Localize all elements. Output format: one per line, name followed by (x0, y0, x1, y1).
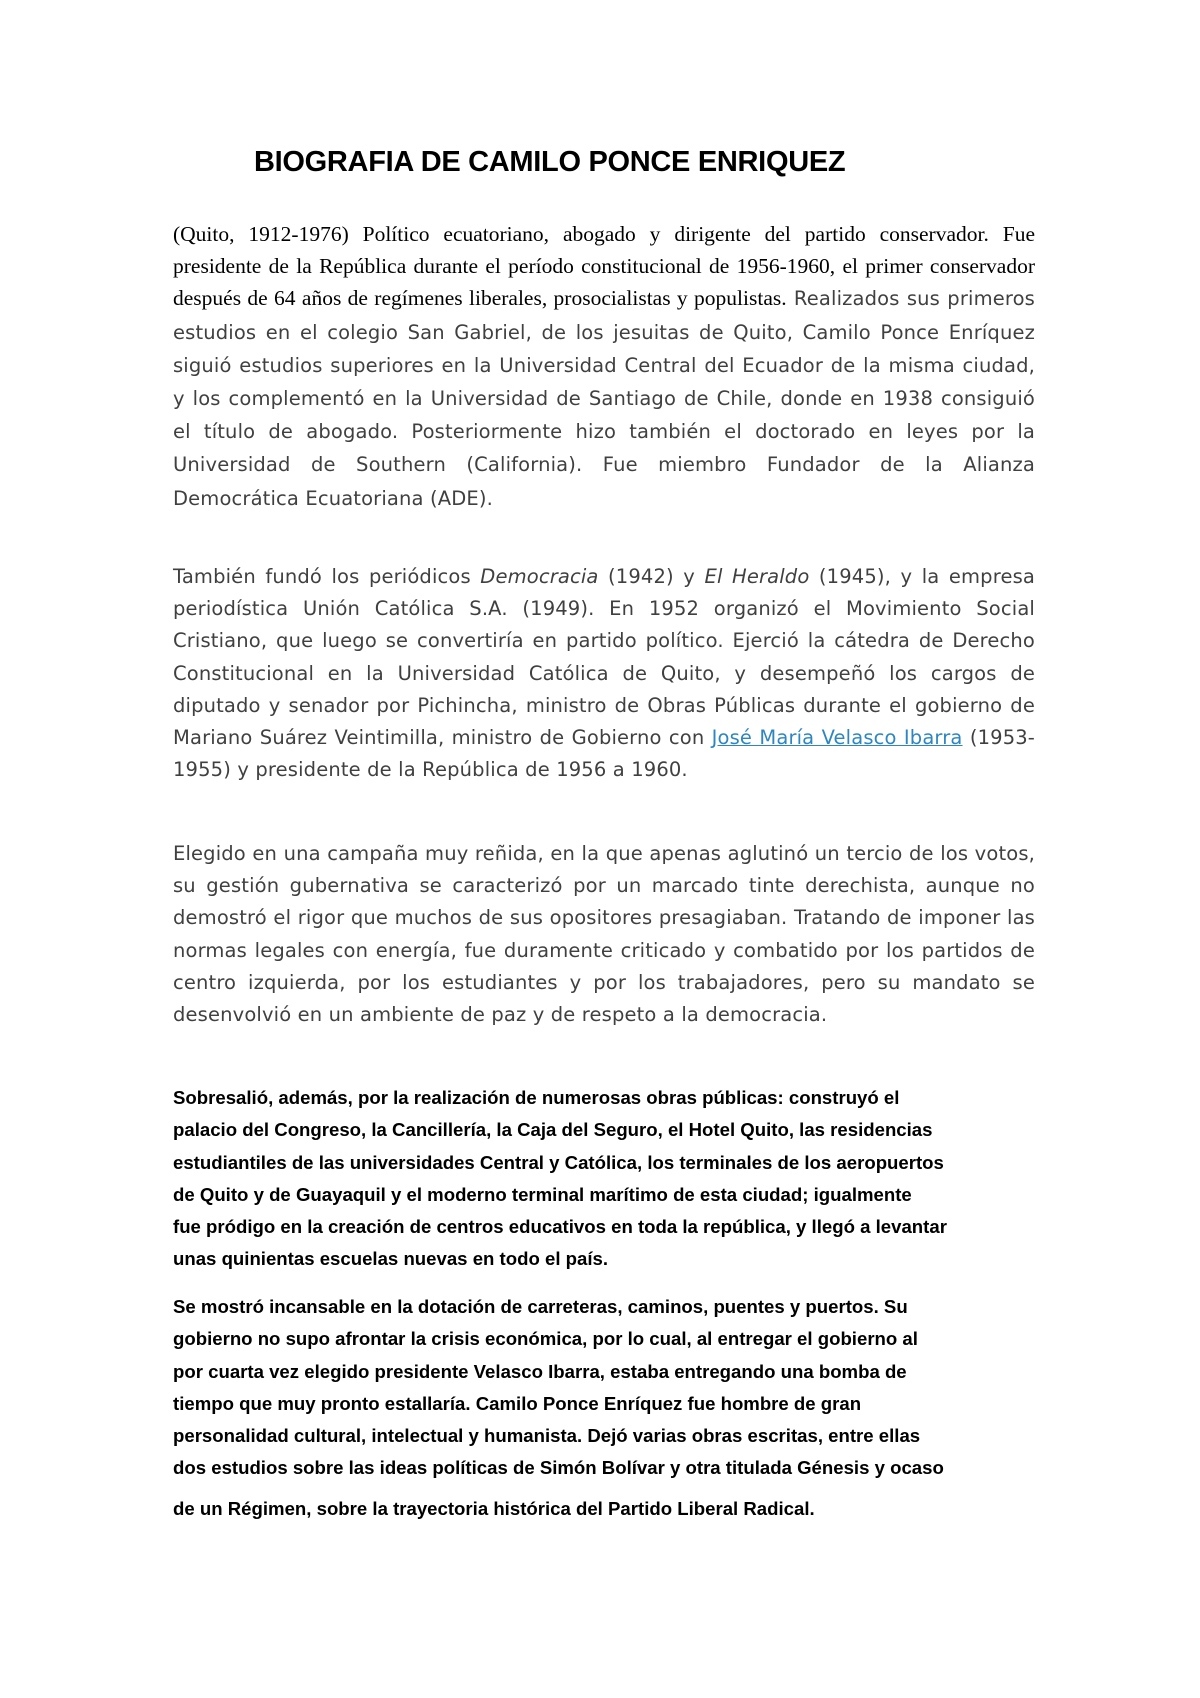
line: de un Régimen, sobre la trayectoria histórica del Partido Liberal Radical. (173, 1497, 815, 1519)
paragraph-public-works (173, 1082, 1035, 1276)
line: tiempo que muy pronto estallaría. Camilo Ponce Enríquez fue hombre de gran (173, 1392, 862, 1414)
line: Sobresalió, además, por la realización de numerosas obras públicas: construyó el (173, 1087, 900, 1108)
newspaper-el-heraldo: El Heraldo (704, 565, 810, 588)
newspaper-democracia: Democracia (480, 565, 599, 588)
text-run: También fundó los periódicos (173, 565, 481, 588)
line: por cuarta vez elegido presidente Velasco Ibarra, estaba entregando una bomba de (173, 1360, 907, 1382)
text-run: (1942) y (598, 565, 705, 588)
page-title: BIOGRAFIA DE CAMILO PONCE ENRIQUEZ (254, 146, 846, 178)
line: gobierno no supo afrontar la crisis económica, por lo cual, al entregar el gobierno al (173, 1328, 918, 1350)
line: Se mostró incansable en la dotación de carreteras, caminos, puentes y puertos. Su (173, 1296, 908, 1317)
link-velasco-ibarra[interactable]: José María Velasco Ibarra (711, 726, 963, 750)
paragraph-legacy (173, 1291, 1035, 1525)
paragraph-intro (173, 218, 1035, 515)
line: fue pródigo en la creación de centros educativos en toda la república, y llegó a levantar (173, 1216, 947, 1238)
line: unas quinientas escuelas nuevas en todo el país. (173, 1248, 609, 1270)
paragraph-government: Elegido en una campaña muy reñida, en la que apenas aglutinó un tercio de los votos, su gestión gubernativa se caracterizó por un marcado tinte derechista, aunque no demostró el rigor que muchos de sus opositores presagiaban. Tratando de imponer las normas legales con energía, fue duramente criticado y combatido por los partidos de centro izquierda, por los estudiantes y por los trabajadores, pero su mandato se desenvolvió en un ambiente de paz y de respeto a la democracia. (173, 842, 1035, 1027)
paragraph-newspapers (173, 561, 1035, 786)
line: de Quito y de Guayaquil y el moderno terminal marítimo de esta ciudad; igualmente (173, 1183, 912, 1205)
paragraph-intro-sans: Realizados sus primeros estudios en el colegio San Gabriel, de los jesuitas de Quito, Camilo Ponce Enríquez siguió estudios superiores en la Universidad Central del Ecuador de la misma ciudad, y los complementó en la Universidad de Santiago de Chile, donde en 1938 consiguió el título de abogado. Posteriormente hizo también el doctorado en leyes por la Universidad de Southern (California). Fue miembro Fundador de la Alianza Democrática Ecuatoriana (ADE). (173, 287, 1035, 510)
line: personalidad cultural, intelectual y humanista. Dejó varias obras escritas, entre ellas (173, 1425, 921, 1447)
line: estudiantiles de las universidades Central y Católica, los terminales de los aeropuertos (173, 1151, 944, 1173)
line: dos estudios sobre las ideas políticas de Simón Bolívar y otra titulada Génesis y ocaso (173, 1457, 944, 1479)
text-run: (1953-1955) y presidente de la República de 1956 a 1960. (173, 726, 1035, 782)
line: palacio del Congreso, la Cancillería, la Caja del Seguro, el Hotel Quito, las residencias (173, 1119, 933, 1141)
paragraph-intro-serif: (Quito, 1912-1976) Político ecuatoriano, abogado y dirigente del partido conservador. Fue presidente de la República durante el período constitucional de 1956-1960, el primer conservador después de 64 años de regímenes liberales, prosocialistas y populistas. (173, 222, 1035, 311)
text-run: (1945), y la empresa periodística Unión Católica S.A. (1949). En 1952 organizó el Movimiento Social Cristiano, que luego se convertiría en partido político. Ejerció la cátedra de Derecho Constitucional en la Universidad Católica de Quito, y desempeñó los cargos de diputado y senador por Pichincha, ministro de Obras Públicas durante el gobierno de Mariano Suárez Veintimilla, ministro de Gobierno con (173, 565, 1035, 750)
